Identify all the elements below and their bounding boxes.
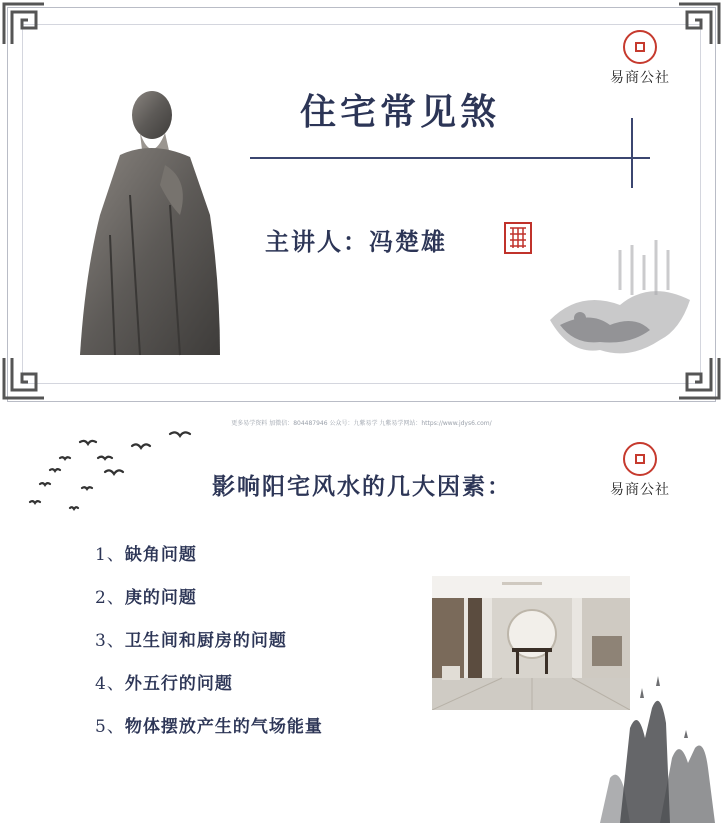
brand-logo (609, 442, 671, 499)
brand-logo (609, 30, 671, 87)
speaker-line: 主讲人：冯楚雄 (265, 227, 447, 256)
corner-ornament-icon (675, 0, 723, 48)
corner-ornament-icon (0, 354, 48, 402)
slide-title: 影响阳宅风水的几大因素： (212, 473, 512, 500)
list-item: 4、外五行的问题 (95, 674, 233, 694)
coin-logo-icon (623, 442, 657, 476)
list-item: 2、庚的问题 (95, 588, 197, 608)
brand-name: 易商公社 (610, 70, 670, 86)
brand-name: 易商公社 (610, 482, 670, 498)
list-item: 5、物体摆放产生的气场能量 (95, 717, 323, 737)
red-seal-stamp (504, 222, 532, 254)
ink-dragon-painting (540, 230, 700, 380)
coin-logo-icon (623, 30, 657, 64)
corner-ornament-icon (0, 0, 48, 48)
list-item: 1、缺角问题 (95, 545, 197, 565)
title-divider-horizontal (250, 157, 650, 159)
slide-title: 住宅常见煞 (300, 91, 501, 133)
footer-watermark: 更多易学资料 加微信：804487946 公众号：九紫易学 九紫易学网站：https://www.jdys6.com/ (231, 420, 492, 427)
title-slide (0, 0, 723, 408)
title-divider-vertical (631, 118, 633, 188)
confucius-statue-image (70, 85, 240, 365)
ink-mountain-painting (600, 668, 723, 823)
content-slide (0, 428, 723, 823)
flying-birds-illustration (20, 428, 220, 528)
list-item: 3、卫生间和厨房的问题 (95, 631, 287, 651)
